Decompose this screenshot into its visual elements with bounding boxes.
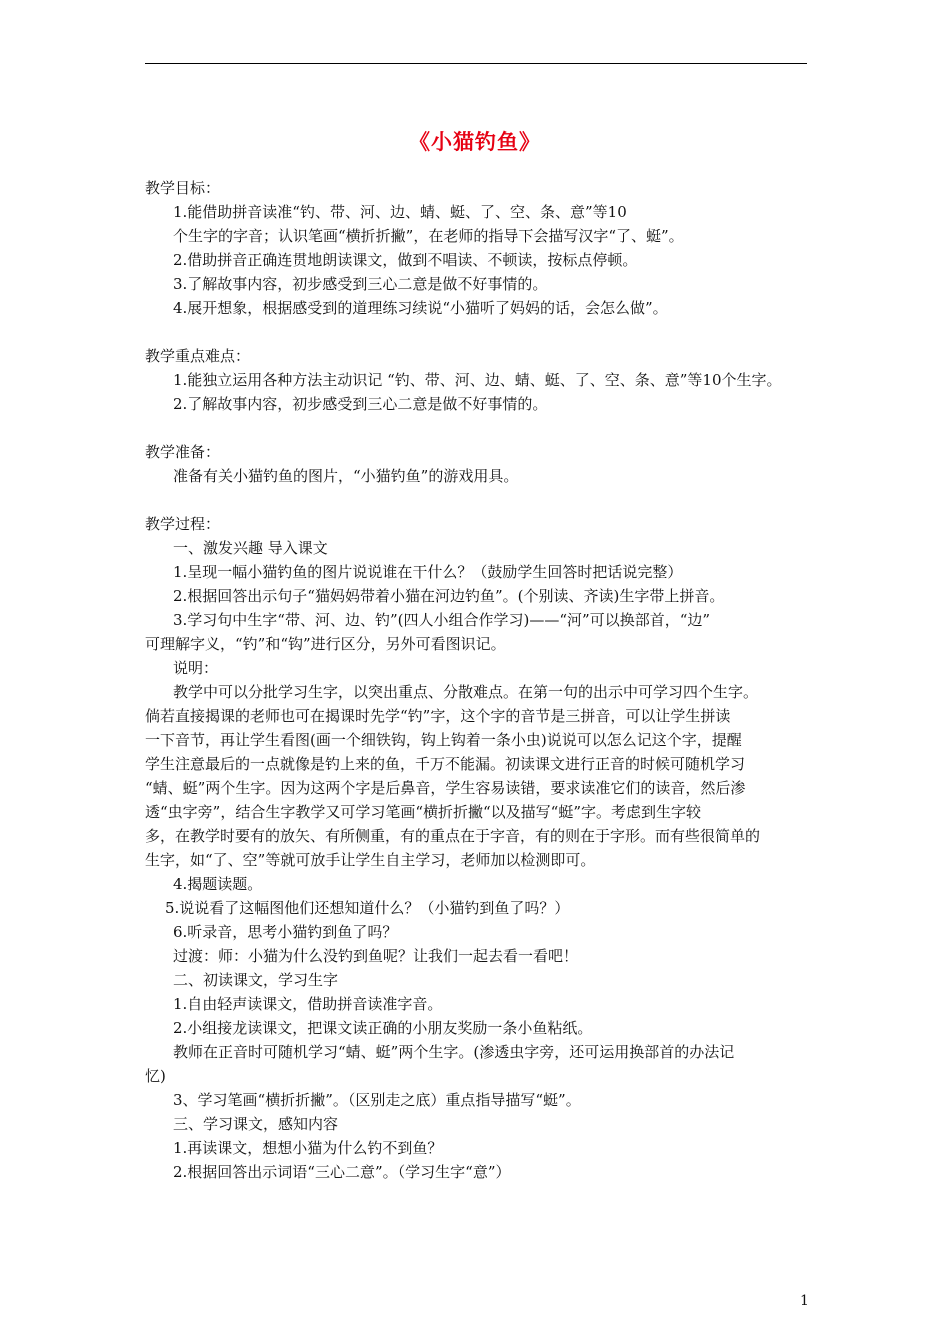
body-line: 1.再读课文，想想小猫为什么钓不到鱼？ bbox=[173, 1139, 443, 1157]
subsection-heading: 二、初读课文，学习生字 bbox=[173, 971, 339, 989]
body-line: 2.了解故事内容，初步感受到三心二意是做不好事情的。 bbox=[173, 395, 548, 413]
body-line: 5.说说看了这幅图他们还想知道什么？（小猫钓到鱼了吗？） bbox=[165, 899, 570, 917]
body-line: 1.能借助拼音读准“钓、带、河、边、蜻、蜓、了、空、条、意”等10 bbox=[173, 203, 627, 221]
body-line: 2.根据回答出示句子“猫妈妈带着小猫在河边钓鱼”。(个别读、齐读)生字带上拼音。 bbox=[173, 587, 725, 605]
header-rule bbox=[145, 63, 807, 64]
body-line: 4.展开想象，根据感受到的道理练习续说“小猫听了妈妈的话，会怎么做”。 bbox=[173, 299, 668, 317]
body-line: 倘若直接揭课的老师也可在揭课时先学“钓”字，这个字的音节是三拼音，可以让学生拼读 bbox=[145, 707, 731, 725]
body-line: 可理解字义，“钓”和“钩”进行区分，另外可看图识记。 bbox=[145, 635, 506, 653]
body-line: 教学中可以分批学习生字，以突出重点、分散难点。在第一句的出示中可学习四个生字。 bbox=[173, 683, 759, 701]
body-line: 3.了解故事内容，初步感受到三心二意是做不好事情的。 bbox=[173, 275, 548, 293]
section-heading: 教学准备： bbox=[145, 443, 221, 461]
body-line: 3.学习句中生字“带、河、边、钓”(四人小组合作学习)——“河”可以换部首，“边” bbox=[173, 611, 711, 629]
body-line: 透“虫字旁”，结合生字教学又可学习笔画“横折折撇“以及描写“蜓”字。考虑到生字较 bbox=[145, 803, 702, 821]
body-line: 1.能独立运用各种方法主动识记 “钓、带、河、边、蜻、蜓、了、空、条、意”等10个生字。 bbox=[173, 371, 782, 389]
page-number: 1 bbox=[800, 1293, 809, 1309]
body-line: 多，在教学时要有的放矢、有所侧重，有的重点在于字音，有的则在于字形。而有些很简单的 bbox=[145, 827, 761, 845]
subsection-heading: 一、激发兴趣 导入课文 bbox=[173, 539, 328, 557]
body-line: 个生字的字音；认识笔画“横折折撇”，在老师的指导下会描写汉字“了、蜓”。 bbox=[173, 227, 684, 245]
body-line: 过渡：师：小猫为什么没钓到鱼呢？让我们一起去看一看吧！ bbox=[173, 947, 579, 965]
section-heading: 教学重点难点： bbox=[145, 347, 251, 365]
body-line: 一下音节，再让学生看图(画一个细铁钩，钩上钩着一条小虫)说说可以怎么记这个字，提醒 bbox=[145, 731, 742, 749]
note-label: 说明： bbox=[173, 659, 219, 677]
body-line: 2.根据回答出示词语“三心二意”。（学习生字“意”） bbox=[173, 1163, 511, 1181]
body-line: 1.呈现一幅小猫钓鱼的图片说说谁在干什么？（鼓励学生回答时把话说完整） bbox=[173, 563, 683, 581]
body-line: 生字，如“了、空”等就可放手让学生自主学习，老师加以检测即可。 bbox=[145, 851, 596, 869]
subsection-heading: 三、学习课文，感知内容 bbox=[173, 1115, 339, 1133]
document-body bbox=[145, 176, 813, 1184]
body-line: 1.自由轻声读课文，借助拼音读准字音。 bbox=[173, 995, 443, 1013]
body-line: 准备有关小猫钓鱼的图片，“小猫钓鱼”的游戏用具。 bbox=[173, 467, 519, 485]
body-line: 6.听录音，思考小猫钓到鱼了吗？ bbox=[173, 923, 398, 941]
section-heading: 教学过程： bbox=[145, 515, 221, 533]
section-heading: 教学目标： bbox=[145, 179, 221, 197]
document-title: 《小猫钓鱼》 bbox=[409, 129, 541, 154]
body-line: 学生注意最后的一点就像是钓上来的鱼，千万不能漏。初读课文进行正音的时候可随机学习 bbox=[145, 755, 746, 773]
body-line: 教师在正音时可随机学习“蜻、蜓”两个生字。(渗透虫字旁，还可运用换部首的办法记 bbox=[173, 1043, 735, 1061]
body-line: 2.借助拼音正确连贯地朗读课文，做到不唱读、不顿读，按标点停顿。 bbox=[173, 251, 638, 269]
body-line: 3、学习笔画“横折折撇”。（区别走之底）重点指导描写“蜓”。 bbox=[173, 1091, 581, 1109]
body-line: 4.揭题读题。 bbox=[173, 875, 263, 893]
body-line: 忆) bbox=[145, 1067, 166, 1085]
body-line: “蜻、蜓”两个生字。因为这两个字是后鼻音，学生容易读错，要求读准它们的读音，然后渗 bbox=[145, 779, 746, 797]
body-line: 2.小组接龙读课文，把课文读正确的小朋友奖励一条小鱼粘纸。 bbox=[173, 1019, 593, 1037]
